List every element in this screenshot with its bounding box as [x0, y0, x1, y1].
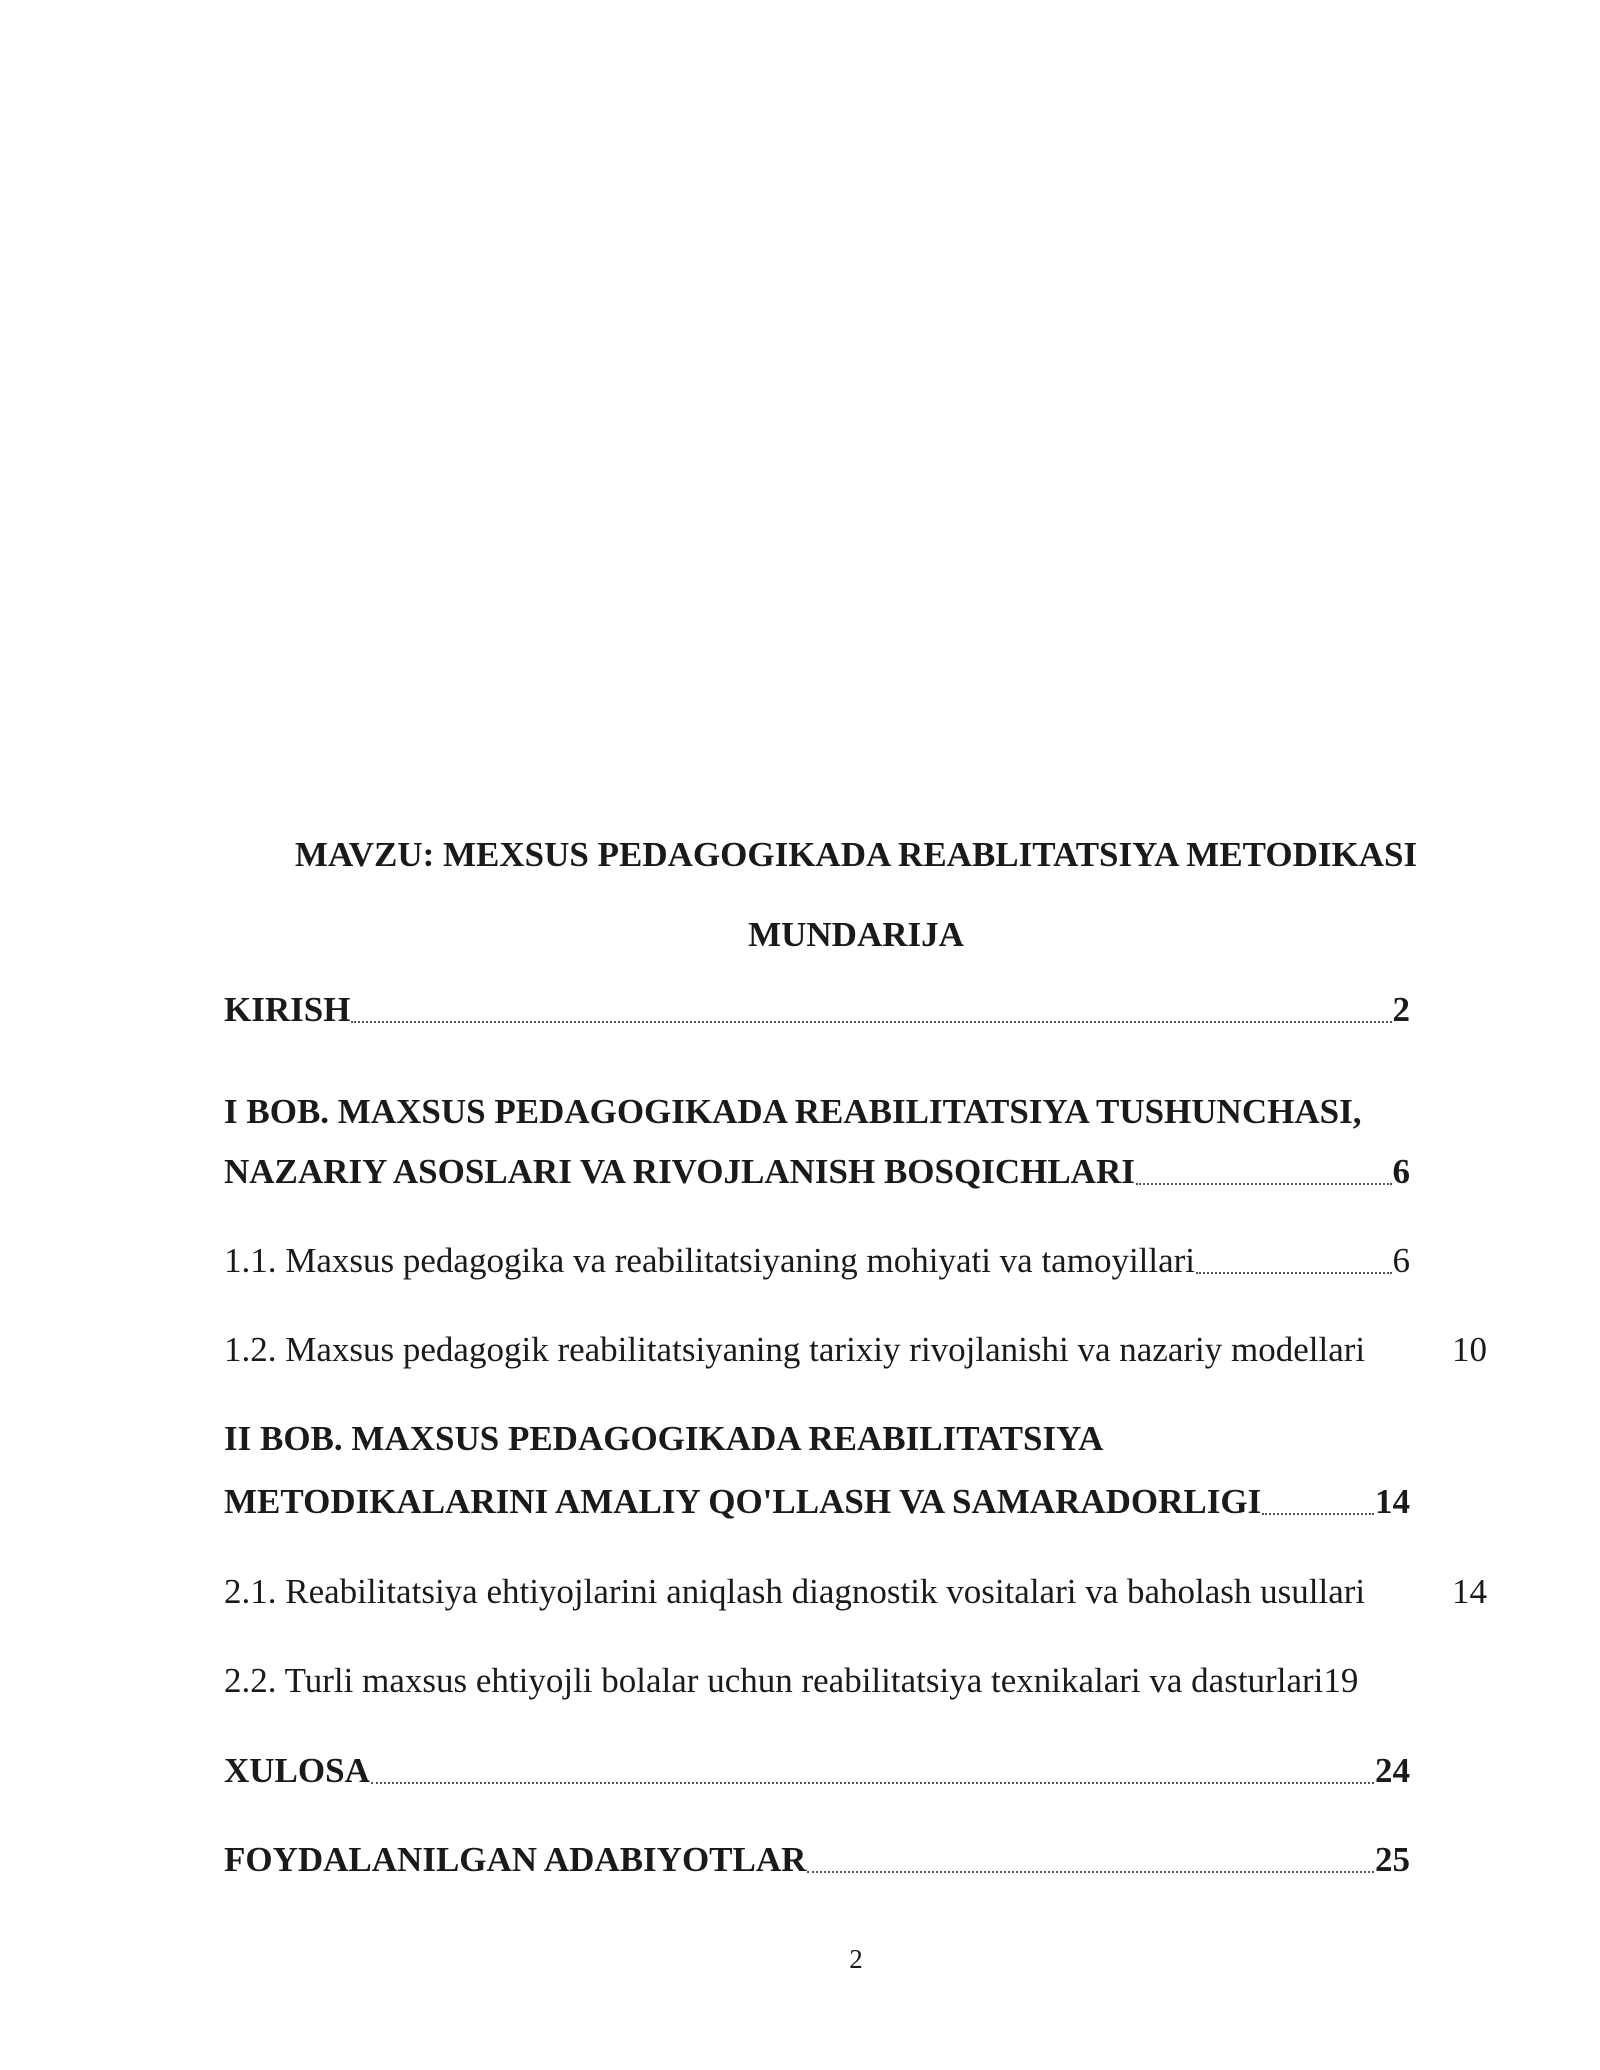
page-title: MAVZU: MEXSUS PEDAGOGIKADA REABLITATSIYA METODIKASI [294, 835, 1418, 874]
footer-page-number: 2 [849, 1944, 863, 1974]
toc-entry-1-1[interactable] [224, 1241, 1410, 1281]
toc-entry-1-2[interactable]: 1.2. Maxsus pedagogik reabilitatsiyaning tarixiy rivojlanishi va nazariy modellari [224, 1330, 1366, 1369]
toc-entry-chapter2[interactable] [224, 1482, 1410, 1522]
toc-entry-label: KIRISH [224, 990, 351, 1029]
toc-entry-xulosa[interactable] [224, 1751, 1410, 1791]
toc-entry-label: METODIKALARINI AMALIY QO'LLASH VA SAMARADORLIGI [224, 1482, 1262, 1521]
dot-leader [1262, 1511, 1374, 1515]
toc-entry-label: 1.1. Maxsus pedagogika va reabilitatsiyaning mohiyati va tamoyillari [224, 1241, 1196, 1280]
toc-entry-page: 14 [1375, 1482, 1410, 1521]
toc-entry-page: 6 [1392, 1152, 1410, 1191]
toc-entry-references[interactable] [224, 1840, 1410, 1880]
toc-entry-kirish[interactable] [224, 990, 1410, 1030]
toc-entry-2-1[interactable]: 2.1. Reabilitatsiya ehtiyojlarini aniqlash diagnostik vositalari va baholash usullari [224, 1572, 1366, 1611]
dot-leader [351, 1019, 1391, 1023]
toc-entry-page: 25 [1375, 1840, 1410, 1879]
dot-leader [1136, 1181, 1392, 1185]
toc-entry-page: 10 [1452, 1330, 1487, 1369]
toc-entry-page: 6 [1392, 1241, 1410, 1280]
dot-leader [1196, 1270, 1391, 1274]
dot-leader [807, 1869, 1374, 1873]
toc-entry-page: 24 [1375, 1751, 1410, 1790]
toc-heading: MUNDARIJA [748, 915, 964, 954]
toc-entry-page: 14 [1452, 1572, 1487, 1611]
toc-entry-label: XULOSA [224, 1751, 370, 1790]
toc-entry-chapter2-line1[interactable]: II BOB. MAXSUS PEDAGOGIKADA REABILITATSIYA [224, 1419, 1104, 1458]
toc-entry-label: FOYDALANILGAN ADABIYOTLAR [224, 1840, 807, 1879]
toc-entry-2-2[interactable] [224, 1661, 1410, 1701]
toc-entry-page: 2 [1392, 990, 1410, 1029]
dot-leader [371, 1780, 1374, 1784]
toc-entry-label: NAZARIY ASOSLARI VA RIVOJLANISH BOSQICHLARI [224, 1152, 1135, 1191]
toc-entry-chapter1-line1[interactable]: I BOB. MAXSUS PEDAGOGIKADA REABILITATSIYA TUSHUNCHASI, [224, 1092, 1362, 1131]
toc-entry-chapter1[interactable] [224, 1152, 1410, 1192]
toc-entry-page: 19 [1323, 1661, 1359, 1700]
toc-entry-label: 2.2. Turli maxsus ehtiyojli bolalar uchun reabilitatsiya texnikalari va dasturlari [224, 1661, 1324, 1700]
